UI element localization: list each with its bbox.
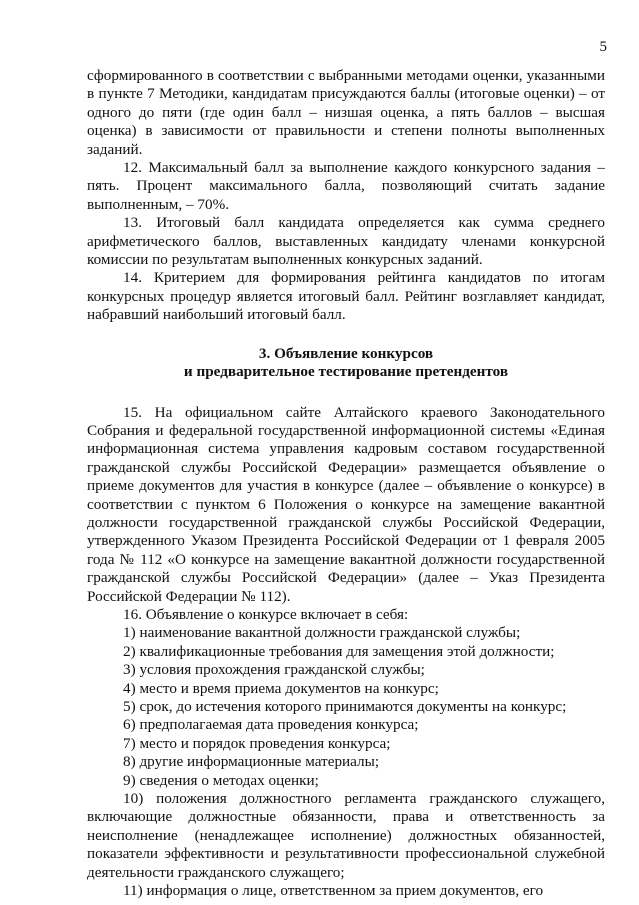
page-number: 5 [599,39,607,55]
body-text [87,67,605,900]
list-item-5: 5) срок, до истечения которого принимаются документы на конкурс; [123,698,567,715]
list-item-4: 4) место и время приема документов на конкурс; [123,679,439,697]
list-item-7: 7) место и порядок проведения конкурса; [123,734,391,752]
list-item-3: 3) условия прохождения гражданской службы; [123,661,425,679]
section-heading-line-1: 3. Объявление конкурсов [258,344,434,362]
paragraph-15: 15. На официальном сайте Алтайского краевого Законодательного Собрания и федеральной государственной информационной системы «Единая информационная система управления кадровым составом государственной гражданской службы Российской Федерации» размещается объявление о приеме документов для участия в конкурсе (далее – объявление о конкурсе) в соответствии с пунктом 6 Положения о конкурсе на замещение вакантной должности государственной гражданской службы Российской Федерации, утвержденного Указом Президента Российской Федерации от 1 февраля 2005 года № 112 «О конкурсе на замещение вакантной должности государственной гражданской службы Российской Федерации» (далее – Указ Президента Российской Федерации № 112). [87,403,605,605]
list-item-6: 6) предполагаемая дата проведения конкурса; [123,716,419,734]
paragraph-13: 13. Итоговый балл кандидата определяется как сумма среднего арифметического баллов, выставленных кандидату членами конкурсной комиссии по результатам выполненных конкурсных заданий. [87,214,605,269]
list-item-10: 10) положения должностного регламента гражданского служащего, включающие должностные обязанности, права и ответственность за неисполнение (ненадлежащее исполнение) должностных обязанностей, показатели эффективности и результативности профессиональной служебной деятельности гражданского служащего; [87,790,605,881]
list-item-11: 11) информация о лице, ответственном за прием документов, его [123,882,544,900]
list-item-2: 2) квалификационные требования для замещения этой должности; [123,642,555,660]
list-item-9: 9) сведения о методах оценки; [123,771,319,789]
paragraph-14: 14. Критерием для формирования рейтинга кандидатов по итогам конкурсных процедур является итоговый балл. Рейтинг возглавляет кандидат, набравший наибольший итоговый балл. [87,269,605,324]
list-item-1: 1) наименование вакантной должности гражданской службы; [123,624,521,642]
section-heading [87,345,605,382]
paragraph-12: 12. Максимальный балл за выполнение каждого конкурсного задания – пять. Процент максимального балла, позволяющий считать задание выполненным, – 70%. [87,159,605,213]
paragraph-continued: сформированного в соответствии с выбранными методами оценки, указанными в пункте 7 Методики, кандидатам присуждаются баллы (итоговые оценки) – от одного до пяти (где один балл – низшая оценка, а пять баллов – высшая оценка) в зависимости от правильности и степени полноты выполненных заданий. [87,67,605,158]
list-item-8: 8) другие информационные материалы; [123,753,380,771]
section-heading-line-2: и предварительное тестирование претендентов [183,363,509,381]
paragraph-16: 16. Объявление о конкурсе включает в себя: [123,605,409,623]
